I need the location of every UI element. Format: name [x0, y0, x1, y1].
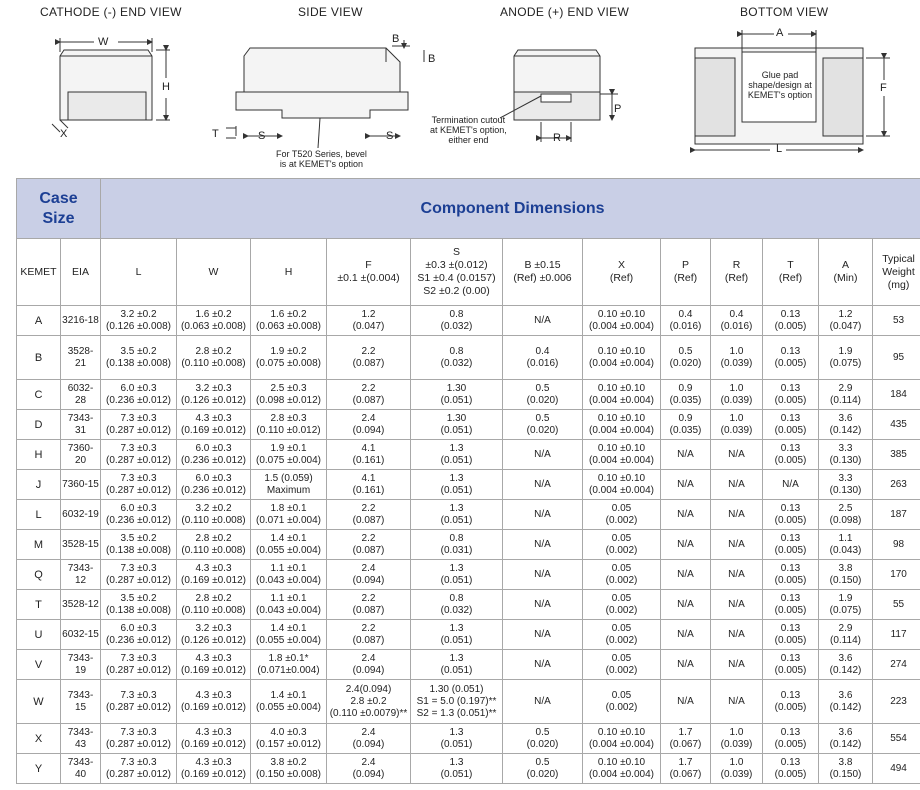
cell-s: 0.8 (0.031) [411, 530, 503, 560]
anode-r-label: R [553, 132, 561, 144]
table-row [17, 560, 920, 590]
cell-x: 0.05 (0.002) [583, 500, 661, 530]
cell-r: N/A [711, 620, 763, 650]
cell-w: 3.2 ±0.3 (0.126 ±0.012) [177, 620, 251, 650]
cell-l: 7.3 ±0.3 (0.287 ±0.012) [101, 440, 177, 470]
cell-b: 0.5 (0.020) [503, 410, 583, 440]
cell-l: 7.3 ±0.3 (0.287 ±0.012) [101, 650, 177, 680]
cell-r: N/A [711, 650, 763, 680]
cell-h: 1.1 ±0.1 (0.043 ±0.004) [251, 590, 327, 620]
anode-end-drawing [500, 50, 618, 142]
table-row [17, 440, 920, 470]
cell-a: 1.9 (0.075) [819, 336, 873, 380]
cell-s: 1.3 (0.051) [411, 724, 503, 754]
cell-kemet: X [17, 724, 61, 754]
cell-r: N/A [711, 590, 763, 620]
cell-f: 2.4(0.094) 2.8 ±0.2 (0.110 ±0.0079)** [327, 680, 411, 724]
table-row [17, 530, 920, 560]
table-row [17, 590, 920, 620]
cell-b: 0.5 (0.020) [503, 724, 583, 754]
glue-pad-note: Glue pad shape/design at KEMET's option [747, 70, 813, 100]
cell-p: N/A [661, 440, 711, 470]
cell-l: 7.3 ±0.3 (0.287 ±0.012) [101, 754, 177, 784]
col-t: T (Ref) [763, 239, 819, 306]
cell-a: 3.6 (0.142) [819, 410, 873, 440]
cell-b: 0.4 (0.016) [503, 336, 583, 380]
cell-x: 0.10 ±0.10 (0.004 ±0.004) [583, 440, 661, 470]
cell-h: 1.8 ±0.1 (0.071 ±0.004) [251, 500, 327, 530]
bottom-f-label: F [880, 82, 887, 94]
table-row [17, 650, 920, 680]
cell-kemet: W [17, 680, 61, 724]
cell-wt: 170 [873, 560, 920, 590]
cell-wt: 55 [873, 590, 920, 620]
cell-l: 7.3 ±0.3 (0.287 ±0.012) [101, 410, 177, 440]
col-h: H [251, 239, 327, 306]
cell-kemet: V [17, 650, 61, 680]
anode-p-label: P [614, 103, 622, 115]
cell-wt: 53 [873, 306, 920, 336]
table-row [17, 724, 920, 754]
table-row [17, 336, 920, 380]
side-b-label-top: B [392, 33, 400, 45]
case-size-header: Case Size [17, 179, 101, 239]
cell-w: 3.2 ±0.3 (0.126 ±0.012) [177, 380, 251, 410]
cell-b: N/A [503, 440, 583, 470]
cell-l: 7.3 ±0.3 (0.287 ±0.012) [101, 560, 177, 590]
cell-f: 2.4 (0.094) [327, 754, 411, 784]
cell-kemet: U [17, 620, 61, 650]
cell-kemet: H [17, 440, 61, 470]
cell-l: 6.0 ±0.3 (0.236 ±0.012) [101, 380, 177, 410]
cell-wt: 95 [873, 336, 920, 380]
cell-x: 0.10 ±0.10 (0.004 ±0.004) [583, 724, 661, 754]
cell-eia: 6032-19 [61, 500, 101, 530]
cell-f: 4.1 (0.161) [327, 440, 411, 470]
cell-b: N/A [503, 470, 583, 500]
cell-kemet: B [17, 336, 61, 380]
cell-h: 4.0 ±0.3 (0.157 ±0.012) [251, 724, 327, 754]
cell-f: 2.4 (0.094) [327, 650, 411, 680]
side-s-label-right: S [386, 130, 394, 142]
side-view-title: SIDE VIEW [298, 5, 363, 19]
cell-a: 2.9 (0.114) [819, 380, 873, 410]
cell-x: 0.10 ±0.10 (0.004 ±0.004) [583, 470, 661, 500]
col-r: R (Ref) [711, 239, 763, 306]
col-w: W [177, 239, 251, 306]
cell-b: N/A [503, 620, 583, 650]
cell-h: 1.1 ±0.1 (0.043 ±0.004) [251, 560, 327, 590]
bottom-l-label: L [776, 143, 783, 155]
cell-l: 7.3 ±0.3 (0.287 ±0.012) [101, 680, 177, 724]
col-p: P (Ref) [661, 239, 711, 306]
cell-h: 1.6 ±0.2 (0.063 ±0.008) [251, 306, 327, 336]
cell-wt: 274 [873, 650, 920, 680]
cell-f: 2.4 (0.094) [327, 560, 411, 590]
cell-f: 2.2 (0.087) [327, 590, 411, 620]
cell-wt: 98 [873, 530, 920, 560]
side-s-label-left: S [258, 130, 266, 142]
cell-p: N/A [661, 650, 711, 680]
column-header-row [17, 239, 920, 306]
col-kemet: KEMET [17, 239, 61, 306]
cell-kemet: T [17, 590, 61, 620]
cell-p: 1.7 (0.067) [661, 724, 711, 754]
cell-w: 4.3 ±0.3 (0.169 ±0.012) [177, 754, 251, 784]
cell-p: 1.7 (0.067) [661, 754, 711, 784]
cathode-x-label: X [60, 128, 68, 140]
cell-eia: 3528-15 [61, 530, 101, 560]
col-f: F ±0.1 ±(0.004) [327, 239, 411, 306]
cell-p: N/A [661, 470, 711, 500]
table-row [17, 410, 920, 440]
cell-eia: 3528- 21 [61, 336, 101, 380]
cell-t: 0.13 (0.005) [763, 650, 819, 680]
cell-wt: 554 [873, 724, 920, 754]
cell-h: 1.5 (0.059) Maximum [251, 470, 327, 500]
col-a: A (Min) [819, 239, 873, 306]
component-dimensions-header: Component Dimensions [101, 179, 920, 239]
cell-p: 0.4 (0.016) [661, 306, 711, 336]
cell-b: N/A [503, 306, 583, 336]
cathode-view-title: CATHODE (-) END VIEW [40, 5, 182, 19]
cell-eia: 7343- 12 [61, 560, 101, 590]
cell-r: 0.4 (0.016) [711, 306, 763, 336]
cell-h: 1.4 ±0.1 (0.055 ±0.004) [251, 620, 327, 650]
table-row [17, 500, 920, 530]
cell-s: 1.3 (0.051) [411, 560, 503, 590]
cell-w: 6.0 ±0.3 (0.236 ±0.012) [177, 440, 251, 470]
cell-r: 1.0 (0.039) [711, 380, 763, 410]
cell-h: 3.8 ±0.2 (0.150 ±0.008) [251, 754, 327, 784]
cell-t: 0.13 (0.005) [763, 724, 819, 754]
cell-r: N/A [711, 560, 763, 590]
cell-a: 1.1 (0.043) [819, 530, 873, 560]
cell-f: 2.2 (0.087) [327, 620, 411, 650]
component-dimensions-table [16, 178, 920, 784]
cell-x: 0.05 (0.002) [583, 530, 661, 560]
cathode-w-label: W [98, 36, 109, 48]
cell-p: 0.9 (0.035) [661, 380, 711, 410]
cell-b: N/A [503, 500, 583, 530]
cell-p: 0.5 (0.020) [661, 336, 711, 380]
cell-r: 1.0 (0.039) [711, 724, 763, 754]
cell-f: 2.2 (0.087) [327, 336, 411, 380]
cell-l: 3.2 ±0.2 (0.126 ±0.008) [101, 306, 177, 336]
col-weight: Typical Weight (mg) [873, 239, 920, 306]
cell-r: N/A [711, 440, 763, 470]
cell-kemet: D [17, 410, 61, 440]
cell-l: 3.5 ±0.2 (0.138 ±0.008) [101, 530, 177, 560]
cell-a: 3.3 (0.130) [819, 440, 873, 470]
bottom-a-label: A [776, 27, 784, 39]
cell-a: 3.6 (0.142) [819, 650, 873, 680]
cell-r: 1.0 (0.039) [711, 410, 763, 440]
cell-eia: 7343- 31 [61, 410, 101, 440]
cell-t: 0.13 (0.005) [763, 380, 819, 410]
table-row [17, 306, 920, 336]
cell-kemet: C [17, 380, 61, 410]
cell-s: 1.3 (0.051) [411, 470, 503, 500]
cell-kemet: Y [17, 754, 61, 784]
cell-w: 1.6 ±0.2 (0.063 ±0.008) [177, 306, 251, 336]
cell-w: 4.3 ±0.3 (0.169 ±0.012) [177, 560, 251, 590]
cell-t: N/A [763, 470, 819, 500]
table-row [17, 470, 920, 500]
col-l: L [101, 239, 177, 306]
cell-f: 2.4 (0.094) [327, 724, 411, 754]
cell-f: 4.1 (0.161) [327, 470, 411, 500]
cell-x: 0.05 (0.002) [583, 650, 661, 680]
side-bevel-note: For T520 Series, bevel is at KEMET's option [276, 149, 367, 169]
bottom-view-title: BOTTOM VIEW [740, 5, 829, 19]
cell-s: 1.3 (0.051) [411, 650, 503, 680]
cell-b: N/A [503, 680, 583, 724]
side-b-label-right: B [428, 53, 436, 65]
cell-t: 0.13 (0.005) [763, 590, 819, 620]
cell-kemet: Q [17, 560, 61, 590]
cell-p: N/A [661, 560, 711, 590]
cell-s: 1.3 (0.051) [411, 500, 503, 530]
cell-l: 3.5 ±0.2 (0.138 ±0.008) [101, 336, 177, 380]
cell-wt: 223 [873, 680, 920, 724]
cell-wt: 184 [873, 380, 920, 410]
col-eia: EIA [61, 239, 101, 306]
cell-kemet: L [17, 500, 61, 530]
cell-a: 3.8 (0.150) [819, 560, 873, 590]
cell-eia: 3528-12 [61, 590, 101, 620]
cell-r: N/A [711, 470, 763, 500]
cell-r: 1.0 (0.039) [711, 336, 763, 380]
cell-x: 0.10 ±0.10 (0.004 ±0.004) [583, 380, 661, 410]
cell-p: N/A [661, 500, 711, 530]
cell-w: 2.8 ±0.2 (0.110 ±0.008) [177, 530, 251, 560]
cell-b: N/A [503, 560, 583, 590]
cell-b: N/A [503, 530, 583, 560]
cell-b: N/A [503, 650, 583, 680]
anode-cutout-note: Termination cutout at KEMET's option, either end [430, 115, 507, 145]
cell-f: 2.4 (0.094) [327, 410, 411, 440]
cell-r: N/A [711, 680, 763, 724]
cell-eia: 3216-18 [61, 306, 101, 336]
cell-f: 2.2 (0.087) [327, 530, 411, 560]
cell-a: 2.5 (0.098) [819, 500, 873, 530]
cell-eia: 7360- 20 [61, 440, 101, 470]
cell-a: 3.6 (0.142) [819, 680, 873, 724]
cell-x: 0.10 ±0.10 (0.004 ±0.004) [583, 336, 661, 380]
cell-h: 1.9 ±0.2 (0.075 ±0.008) [251, 336, 327, 380]
cell-p: N/A [661, 680, 711, 724]
side-view-drawing [226, 40, 424, 148]
cell-kemet: A [17, 306, 61, 336]
anode-view-title: ANODE (+) END VIEW [500, 5, 630, 19]
cell-kemet: M [17, 530, 61, 560]
cell-f: 2.2 (0.087) [327, 380, 411, 410]
cell-s: 0.8 (0.032) [411, 336, 503, 380]
cell-w: 2.8 ±0.2 (0.110 ±0.008) [177, 336, 251, 380]
cell-l: 3.5 ±0.2 (0.138 ±0.008) [101, 590, 177, 620]
cell-t: 0.13 (0.005) [763, 620, 819, 650]
cell-w: 4.3 ±0.3 (0.169 ±0.012) [177, 650, 251, 680]
cell-s: 1.30 (0.051) S1 = 5.0 (0.197)** S2 = 1.3 (0.051)** [411, 680, 503, 724]
table-band-row [17, 179, 920, 239]
cell-w: 4.3 ±0.3 (0.169 ±0.012) [177, 724, 251, 754]
cell-l: 6.0 ±0.3 (0.236 ±0.012) [101, 500, 177, 530]
table-row [17, 380, 920, 410]
cell-s: 1.3 (0.051) [411, 440, 503, 470]
cell-w: 2.8 ±0.2 (0.110 ±0.008) [177, 590, 251, 620]
side-t-label: T [212, 128, 219, 140]
cell-h: 2.5 ±0.3 (0.098 ±0.012) [251, 380, 327, 410]
cell-wt: 187 [873, 500, 920, 530]
cell-r: 1.0 (0.039) [711, 754, 763, 784]
cell-eia: 7343- 15 [61, 680, 101, 724]
cell-eia: 7343- 19 [61, 650, 101, 680]
table-row [17, 680, 920, 724]
cell-s: 1.30 (0.051) [411, 380, 503, 410]
cell-l: 6.0 ±0.3 (0.236 ±0.012) [101, 620, 177, 650]
cell-h: 1.8 ±0.1* (0.071±0.004) [251, 650, 327, 680]
cell-w: 4.3 ±0.3 (0.169 ±0.012) [177, 680, 251, 724]
cell-h: 2.8 ±0.3 (0.110 ±0.012) [251, 410, 327, 440]
cell-s: 1.30 (0.051) [411, 410, 503, 440]
cell-wt: 494 [873, 754, 920, 784]
cell-w: 6.0 ±0.3 (0.236 ±0.012) [177, 470, 251, 500]
cell-a: 3.3 (0.130) [819, 470, 873, 500]
cathode-end-drawing [52, 38, 170, 132]
cathode-h-label: H [162, 81, 170, 93]
cell-r: N/A [711, 530, 763, 560]
col-x: X (Ref) [583, 239, 661, 306]
cell-a: 3.8 (0.150) [819, 754, 873, 784]
cell-b: 0.5 (0.020) [503, 754, 583, 784]
cell-f: 2.2 (0.087) [327, 500, 411, 530]
cell-wt: 385 [873, 440, 920, 470]
cell-a: 1.2 (0.047) [819, 306, 873, 336]
cell-eia: 7343- 40 [61, 754, 101, 784]
cell-t: 0.13 (0.005) [763, 336, 819, 380]
cell-p: N/A [661, 620, 711, 650]
cell-t: 0.13 (0.005) [763, 680, 819, 724]
cell-wt: 117 [873, 620, 920, 650]
cell-t: 0.13 (0.005) [763, 560, 819, 590]
table-body [17, 306, 920, 784]
cell-x: 0.05 (0.002) [583, 680, 661, 724]
col-s: S ±0.3 ±(0.012) S1 ±0.4 (0.0157) S2 ±0.2 (0.00) [411, 239, 503, 306]
cell-kemet: J [17, 470, 61, 500]
cell-a: 1.9 (0.075) [819, 590, 873, 620]
cell-s: 1.3 (0.051) [411, 620, 503, 650]
cell-p: 0.9 (0.035) [661, 410, 711, 440]
cell-b: N/A [503, 590, 583, 620]
cell-t: 0.13 (0.005) [763, 500, 819, 530]
cell-s: 0.8 (0.032) [411, 590, 503, 620]
cell-f: 1.2 (0.047) [327, 306, 411, 336]
cell-w: 4.3 ±0.3 (0.169 ±0.012) [177, 410, 251, 440]
cell-s: 0.8 (0.032) [411, 306, 503, 336]
cell-w: 3.2 ±0.2 (0.110 ±0.008) [177, 500, 251, 530]
cell-l: 7.3 ±0.3 (0.287 ±0.012) [101, 724, 177, 754]
cell-a: 2.9 (0.114) [819, 620, 873, 650]
cell-eia: 7343- 43 [61, 724, 101, 754]
cell-x: 0.10 ±0.10 (0.004 ±0.004) [583, 754, 661, 784]
cell-wt: 435 [873, 410, 920, 440]
cell-eia: 6032- 28 [61, 380, 101, 410]
cell-a: 3.6 (0.142) [819, 724, 873, 754]
cell-wt: 263 [873, 470, 920, 500]
cell-r: N/A [711, 500, 763, 530]
cell-t: 0.13 (0.005) [763, 306, 819, 336]
cell-eia: 6032-15 [61, 620, 101, 650]
table-row [17, 754, 920, 784]
cell-s: 1.3 (0.051) [411, 754, 503, 784]
dimension-diagrams [0, 0, 920, 178]
cell-t: 0.13 (0.005) [763, 410, 819, 440]
cell-t: 0.13 (0.005) [763, 530, 819, 560]
cell-x: 0.05 (0.002) [583, 560, 661, 590]
cell-x: 0.05 (0.002) [583, 620, 661, 650]
cell-h: 1.9 ±0.1 (0.075 ±0.004) [251, 440, 327, 470]
cell-l: 7.3 ±0.3 (0.287 ±0.012) [101, 470, 177, 500]
table-row [17, 620, 920, 650]
cell-h: 1.4 ±0.1 (0.055 ±0.004) [251, 680, 327, 724]
cell-x: 0.05 (0.002) [583, 590, 661, 620]
cell-h: 1.4 ±0.1 (0.055 ±0.004) [251, 530, 327, 560]
cell-t: 0.13 (0.005) [763, 440, 819, 470]
cell-x: 0.10 ±0.10 (0.004 ±0.004) [583, 306, 661, 336]
cell-p: N/A [661, 590, 711, 620]
cell-x: 0.10 ±0.10 (0.004 ±0.004) [583, 410, 661, 440]
cell-b: 0.5 (0.020) [503, 380, 583, 410]
cell-eia: 7360-15 [61, 470, 101, 500]
cell-t: 0.13 (0.005) [763, 754, 819, 784]
col-b: B ±0.15 (Ref) ±0.006 [503, 239, 583, 306]
cell-p: N/A [661, 530, 711, 560]
